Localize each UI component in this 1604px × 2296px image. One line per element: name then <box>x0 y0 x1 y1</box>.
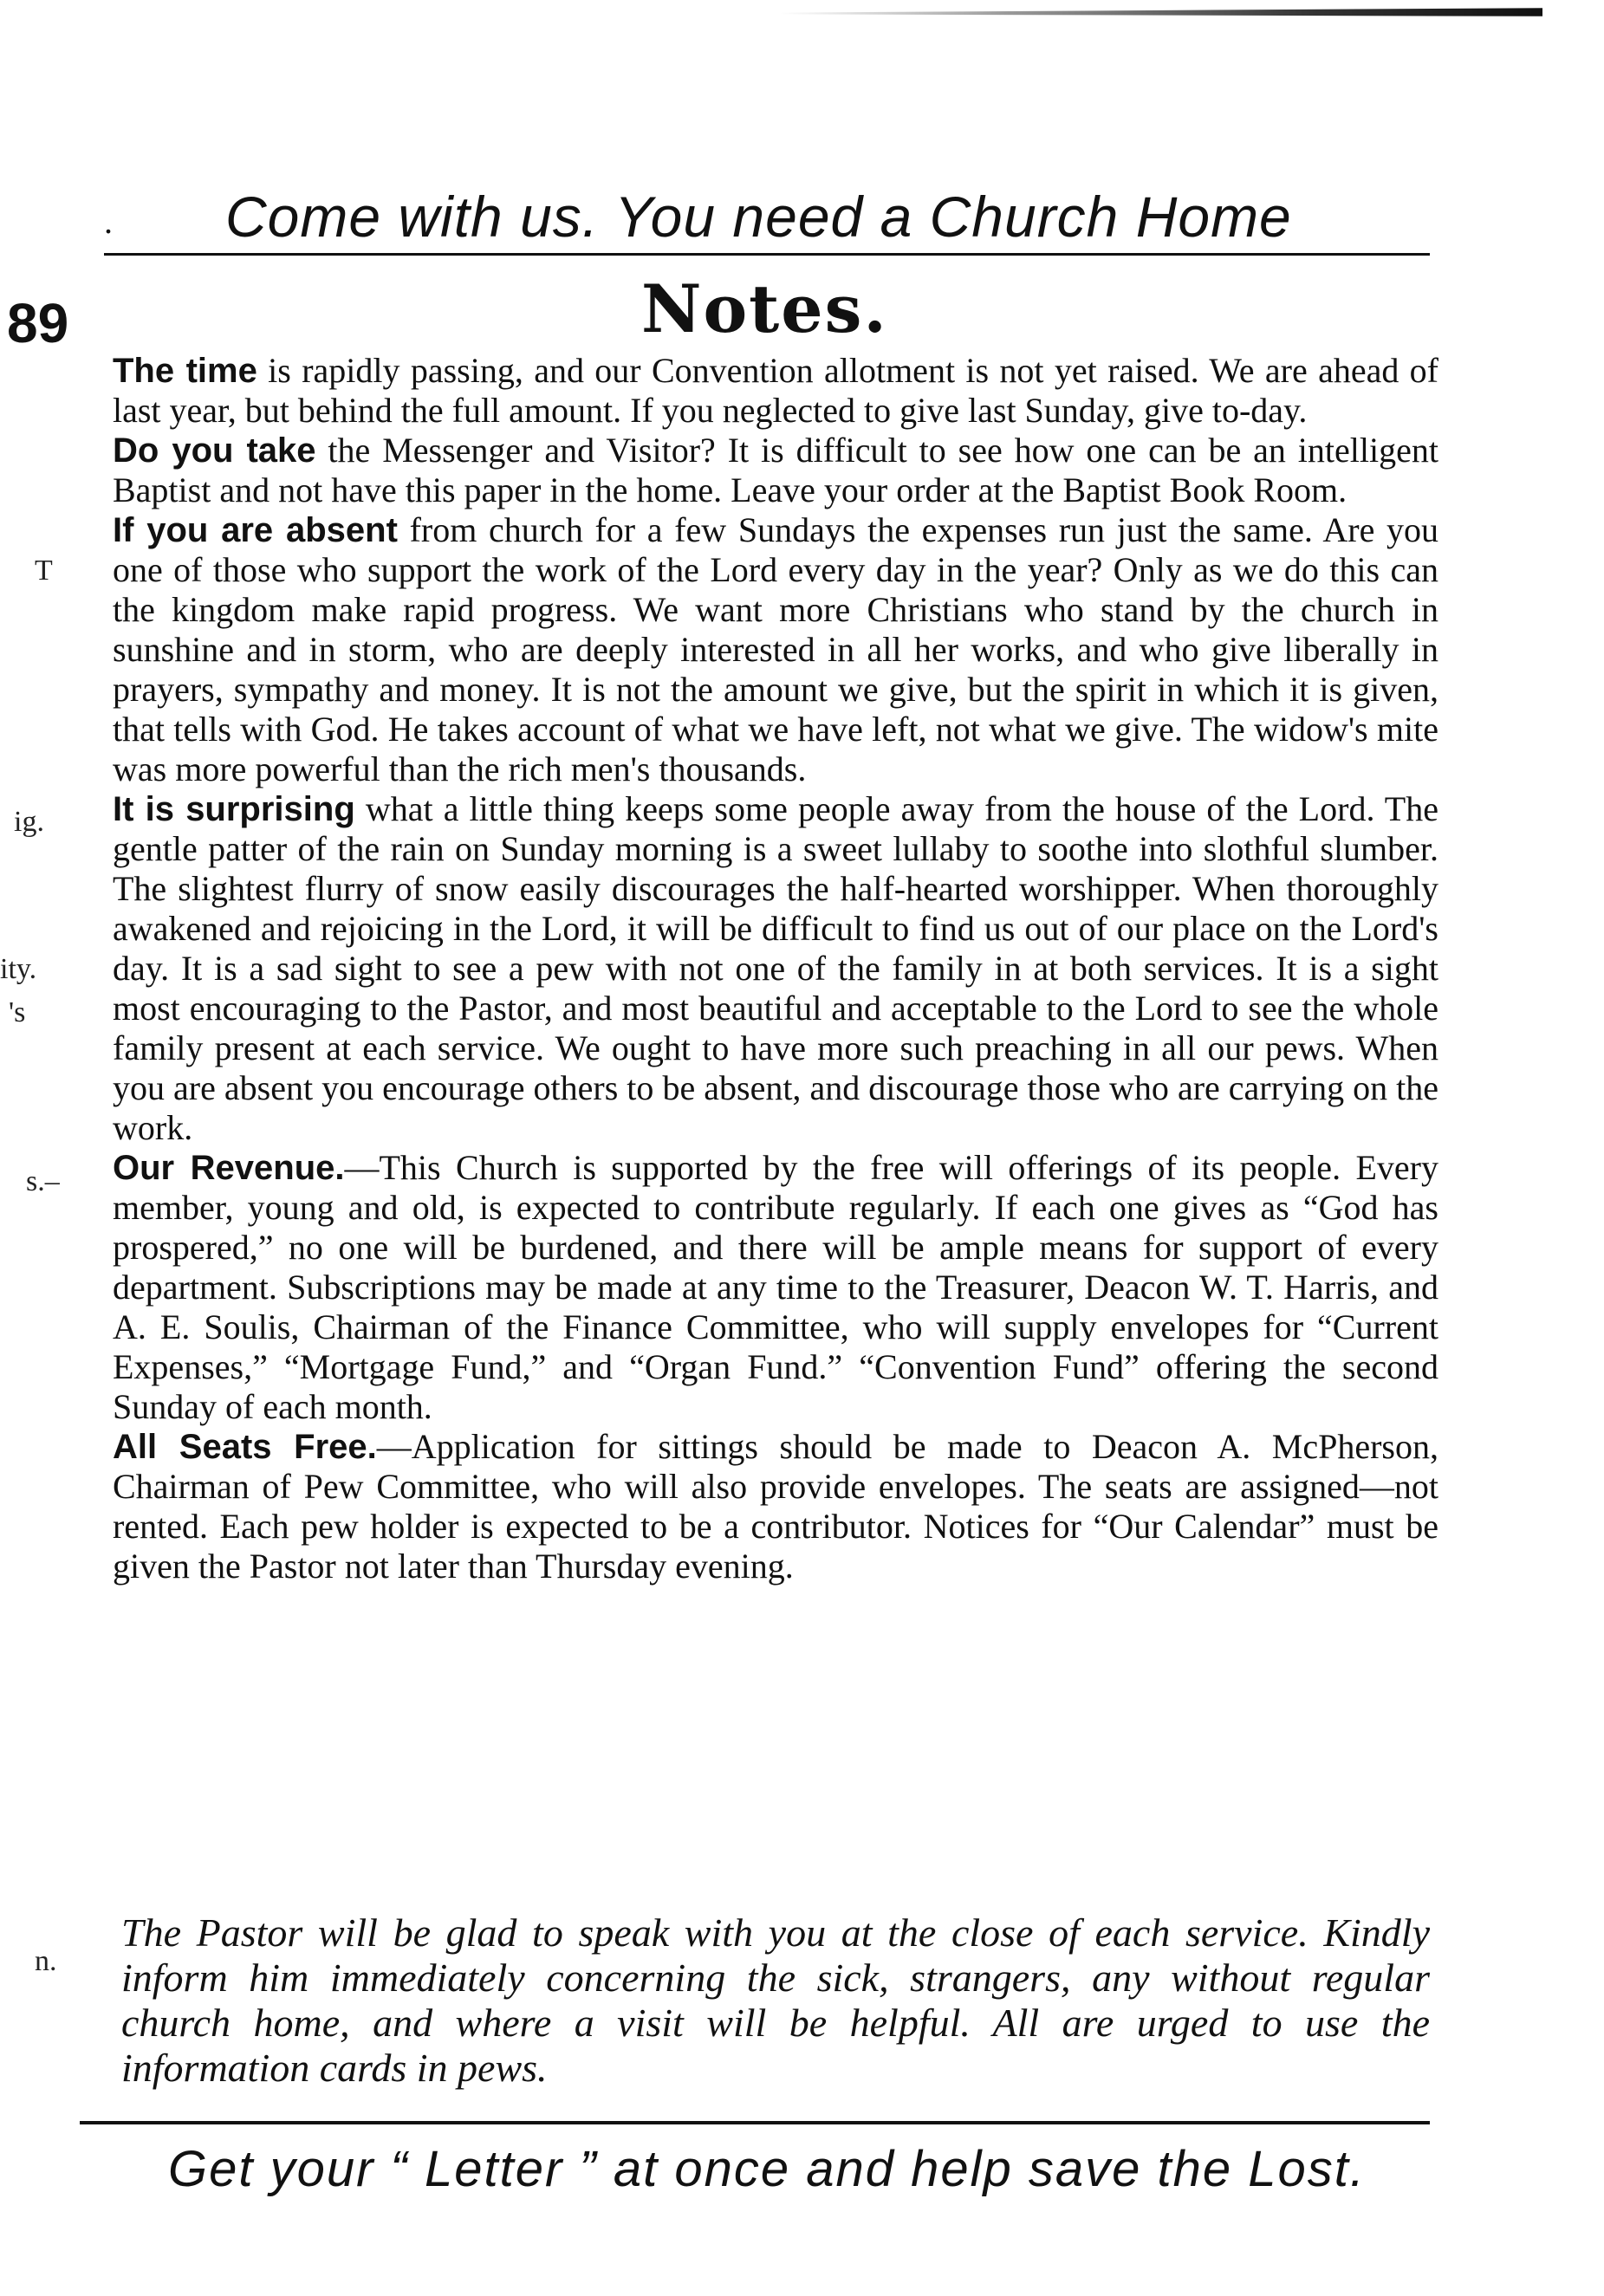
margin-fragment: 's <box>9 996 26 1028</box>
footer-slogan: Get your “ Letter ” at once and help save the Lost. <box>168 2141 1366 2197</box>
top-edge-scan-mark <box>780 7 1542 17</box>
note-text: —Application for sittings should be made to Deacon A. McPherson, Chairman of Pew Committee, who will also provide envelopes. The seats are assigned—not rented. Each pew holder is expected to be a contributor. Notices for “Our Calendar” must be given the Pastor not later than Thursday evening. <box>113 1427 1438 1586</box>
note-text: from church for a few Sundays the expenses run just the same. Are you one of those who support the work of the Lord every day in the year? Only as we do this can the kingdom make rapid progress. We want more Christians who stand by the church in sunshine and in storm, who are deeply interested in all her works, and who give liberally in prayers, sympathy and money. It is not the amount we give, but the spirit in which it is given, that tells with God. He takes account of what we have left, not what we give. The widow's mite was more powerful than the rich men's thousands. <box>113 510 1438 788</box>
note-paragraph <box>113 431 1438 510</box>
footer-rule <box>80 2121 1430 2124</box>
pastor-note: The Pastor will be glad to speak with you at the close of each service. Kindly inform him immediately concerning the sick, strangers, any without regular church home, and where a visit will be helpful. All are urged to use the information cards in pews. <box>121 1910 1430 2090</box>
note-lead: If you are absent <box>113 511 398 549</box>
page-title: Notes. <box>641 270 888 347</box>
note-paragraph <box>113 789 1438 1148</box>
notes-body <box>113 351 1438 1586</box>
note-text: —This Church is supported by the free will offerings of its people. Every member, young and old, is expected to contribute regularly. If each one gives as “God has prospered,” no one will be burdened, and there will be ample means for support of every department. Subscriptions may be made at any time to the Treasurer, Deacon W. T. Harris, and A. E. Soulis, Chairman of the Finance Committee, who will supply envelopes for “Current Expenses,” “Mortgage Fund,” and “Organ Fund.” “Convention Fund” offering the second Sunday of each month. <box>113 1148 1438 1426</box>
note-lead: All Seats Free. <box>113 1428 377 1466</box>
page-number: 89 <box>7 292 69 354</box>
note-text: the Messenger and Visitor? It is difficult to see how one can be an intelligent Baptist and not have this paper in the home. Leave your order at the Baptist Book Room. <box>113 431 1438 509</box>
note-lead: The time <box>113 352 257 390</box>
note-lead: Do you take <box>113 431 316 470</box>
note-paragraph <box>113 351 1438 431</box>
note-text: is rapidly passing, and our Convention allotment is not yet raised. We are ahead of last year, but behind the full amount. If you neglected to give last Sunday, give to-day. <box>113 351 1438 430</box>
header-bullet: . <box>104 202 113 241</box>
note-lead: Our Revenue. <box>113 1149 345 1187</box>
note-lead: It is surprising <box>113 790 355 828</box>
margin-fragment: s.– <box>26 1165 60 1197</box>
note-paragraph <box>113 1427 1438 1586</box>
header-rule <box>104 253 1430 256</box>
margin-fragment: T <box>35 555 53 587</box>
note-paragraph <box>113 1148 1438 1427</box>
margin-fragment: n. <box>35 1945 57 1977</box>
note-text: what a little thing keeps some people away from the house of the Lord. The gentle patter of the rain on Sunday morning is a sweet lullaby to soothe into slothful slumber. The slightest flurry of snow easily discourages the half-hearted worshipper. When thoroughly awakened and rejoicing in the Lord, it will be difficult to find us out of our place on the Lord's day. It is a sad sight to see a pew with not one of the family in at both services. It is a sight most encouraging to the Pastor, and most beautiful and acceptable to the Lord to see the whole family present at each service. We ought to have more such preaching in all our pews. When you are absent you encourage others to be absent, and discourage those who are carrying on the work. <box>113 789 1438 1147</box>
margin-fragment: ity. <box>0 953 37 985</box>
margin-fragment: ig. <box>14 806 44 838</box>
page-header <box>104 184 1430 253</box>
note-paragraph <box>113 510 1438 789</box>
header-slogan: Come with us. You need a Church Home <box>225 185 1292 249</box>
